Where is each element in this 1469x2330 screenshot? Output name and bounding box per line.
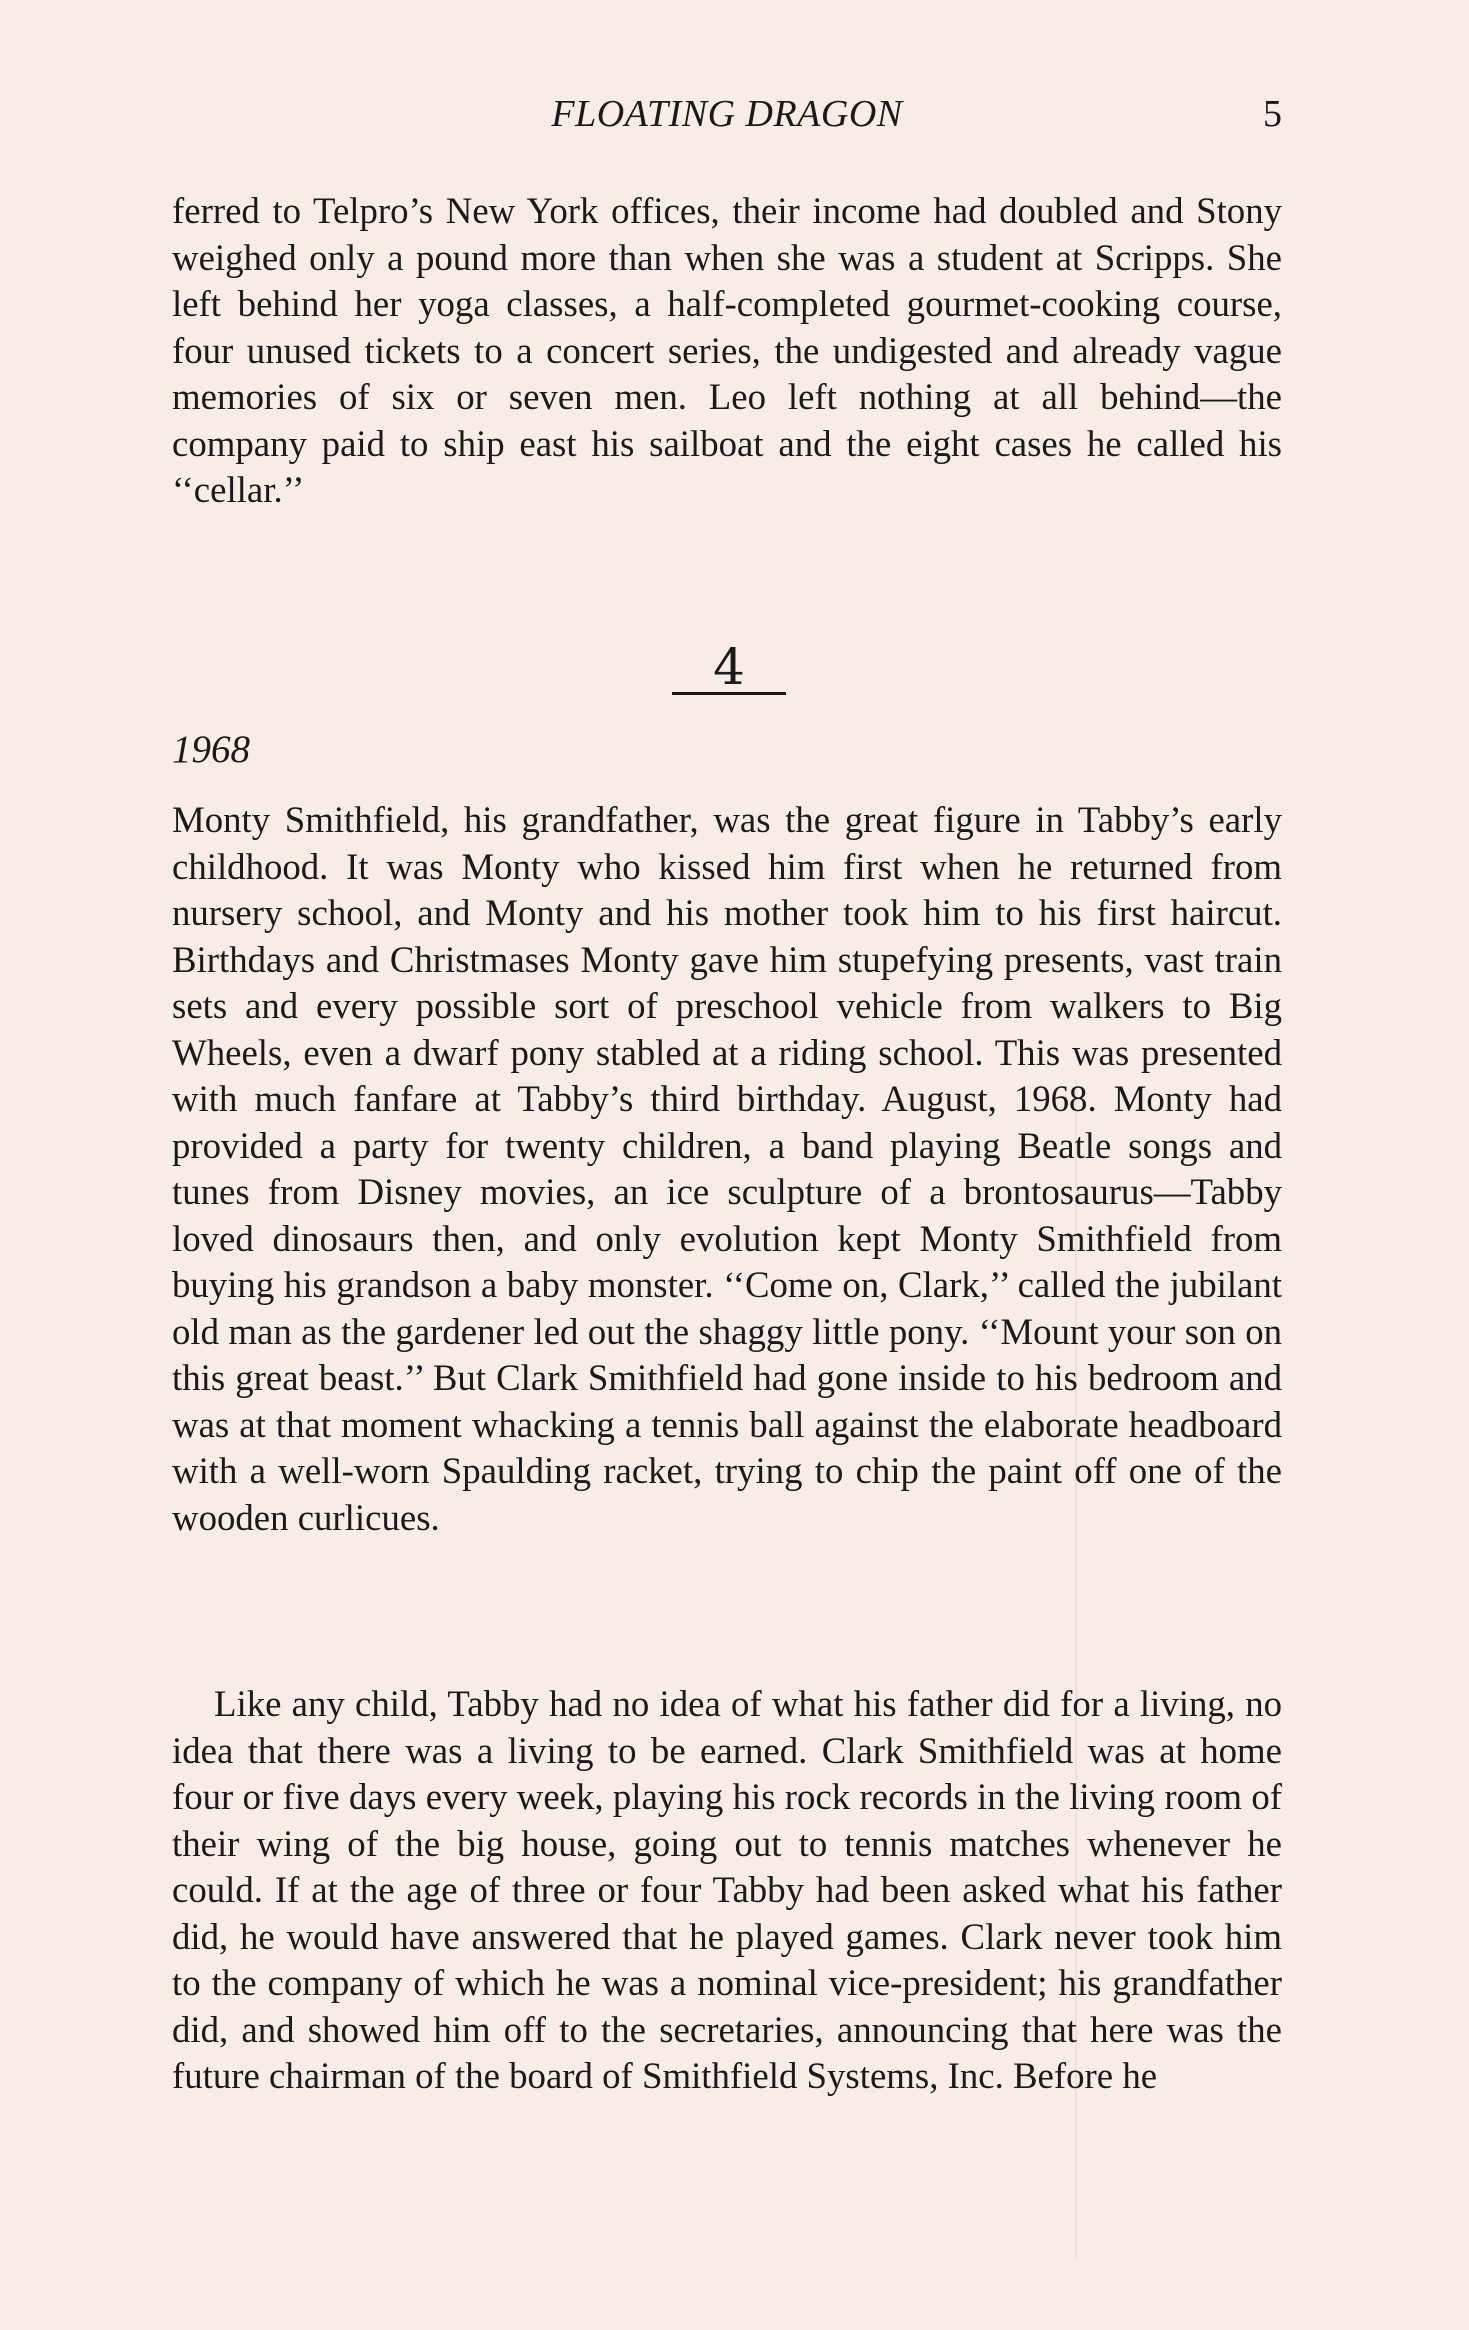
page-number: 5 [1263,93,1282,135]
paragraph-1: Monty Smithfield, his grandfather, was the great figure in Tabby’s early childhood. It was Monty who kissed him first when he returned from nursery school, and Monty and his mother took him to his first haircut. Birthdays and Christmases Monty gave him stupefying presents, vast train sets and every possible sort of preschool vehicle from walkers to Big Wheels, even a dwarf pony stabled at a riding school. This was presented with much fanfare at Tabby’s third birthday. August, 1968. Monty had provided a party for twenty children, a band playing Beatle songs and tunes from Disney movies, an ice sculpture of a brontosaurus—Tabby loved dinosaurs then, and only evolution kept Monty Smithfield from buying his grandson a baby monster. ‘‘Come on, Clark,’’ called the jubilant old man as the gardener led out the shaggy little pony. ‘‘Mount your son on this great beast.’’ But Clark Smithfield had gone inside to his bedroom and was at that moment whacking a tennis ball against the elaborate headboard with a well-worn Spaulding racket, trying to chip the paint off one of the wooden curlicues. [172,799,1282,1538]
paragraph-2: Like any child, Tabby had no idea of what his father did for a living, no idea that there was a living to be earned. Clark Smithfield was at home four or five days every week, playing his rock records in the living room of their wing of the big house, going out to tennis matches whenever he could. If at the age of three or four Tabby had been asked what his father did, he would have answered that he played games. Clark never took him to the company of which he was a nominal vice-president; his grandfather did, and showed him off to the secretaries, announcing that here was the future chairman of the board of Smithfield Systems, Inc. Before he [172,1683,1282,2096]
running-header [172,92,1282,148]
paragraph-continued: ferred to Telpro’s New York offices, their income had doubled and Stony weighed only a pound more than when she was a student at Scripps. She left behind her yoga classes, a half-completed gourmet-cooking course, four unused tickets to a concert series, the undigested and already vague memories of six or seven men. Leo left nothing at all behind—the company paid to ship east his sailboat and the eight cases he called his ‘‘cellar.’’ [172,190,1282,510]
book-title: FLOATING DRAGON [551,93,903,135]
section-date: 1968 [172,728,250,771]
chapter-number: 4 [713,638,745,696]
chapter-underline [672,692,786,695]
